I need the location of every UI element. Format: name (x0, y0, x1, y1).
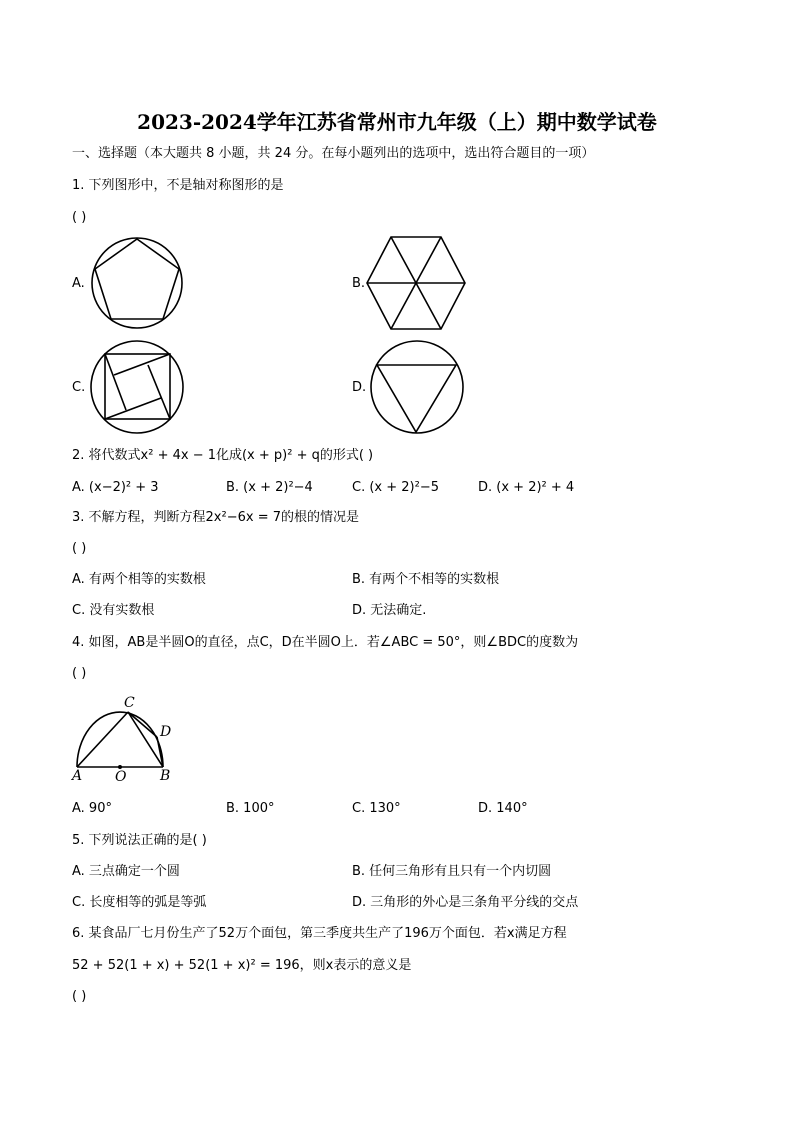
square-pinwheel-in-circle-figure (91, 341, 183, 433)
q5-option-d[interactable]: D. 三角形的外心是三条角平分线的交点 (352, 895, 579, 910)
section-heading: 一、选择题（本大题共 8 小题，共 24 分。在每小题列出的选项中，选出符合题目的一项） (72, 146, 595, 161)
page-title: 2023-2024学年江苏省常州市九年级（上）期中数学试卷 (137, 110, 657, 134)
question-4-stem: 4. 如图，AB是半圆O的直径，点C，D在半圆O上．若∠ABC = 50°，则∠BDC的度数为 (72, 635, 579, 650)
q5-option-c[interactable]: C. 长度相等的弧是等弧 (72, 895, 207, 910)
q2-option-c[interactable]: C. (x + 2)²−5 (352, 480, 439, 495)
question-4-blank: ( ) (72, 666, 87, 681)
point-c-label: C (124, 695, 135, 711)
question-2-stem: 2. 将代数式x² + 4x − 1化成(x + p)² + q的形式( ) (72, 448, 374, 463)
q3-option-d[interactable]: D. 无法确定. (352, 603, 427, 618)
q4-option-c[interactable]: C. 130° (352, 801, 401, 816)
q2-option-b[interactable]: B. (x + 2)²−4 (226, 480, 313, 495)
question-3-blank: ( ) (72, 541, 87, 556)
q4-option-b[interactable]: B. 100° (226, 801, 275, 816)
q1-option-d-label: D. (352, 380, 367, 395)
q5-option-a[interactable]: A. 三点确定一个圆 (72, 864, 180, 879)
point-o-label: O (115, 769, 127, 785)
q5-option-b[interactable]: B. 任何三角形有且只有一个内切圆 (352, 864, 552, 879)
semicircle-figure (77, 712, 163, 768)
q2-option-d[interactable]: D. (x + 2)² + 4 (478, 480, 575, 495)
q3-option-c[interactable]: C. 没有实数根 (72, 603, 155, 618)
question-6-equation: 52 + 52(1 + x) + 52(1 + x)² = 196，则x表示的意义是 (72, 958, 412, 973)
question-3-stem: 3. 不解方程，判断方程2x²−6x = 7的根的情况是 (72, 510, 359, 525)
question-6-blank: ( ) (72, 989, 87, 1004)
question-6-stem: 6. 某食品厂七月份生产了52万个面包，第三季度共生产了196万个面包．若x满足方程 (72, 926, 567, 941)
point-d-label: D (160, 724, 172, 740)
q1-option-b-label: B. (352, 276, 366, 291)
q4-option-d[interactable]: D. 140° (478, 801, 528, 816)
point-b-label: B (160, 768, 171, 784)
triangle-in-circle-figure (371, 341, 463, 433)
hexagon-figure (367, 237, 465, 329)
point-a-label: A (72, 768, 83, 784)
pentagon-in-circle-figure (92, 238, 182, 328)
q2-option-a[interactable]: A. (x−2)² + 3 (72, 480, 159, 495)
question-1-blank: ( ) (72, 210, 87, 225)
q4-option-a[interactable]: A. 90° (72, 801, 112, 816)
q1-option-c-label: C. (72, 380, 86, 395)
q1-option-a-label: A. (72, 276, 85, 291)
q3-option-b[interactable]: B. 有两个不相等的实数根 (352, 572, 500, 587)
q3-option-a[interactable]: A. 有两个相等的实数根 (72, 572, 206, 587)
question-5-stem: 5. 下列说法正确的是( ) (72, 833, 207, 848)
question-1-stem: 1. 下列图形中，不是轴对称图形的是 (72, 178, 284, 193)
